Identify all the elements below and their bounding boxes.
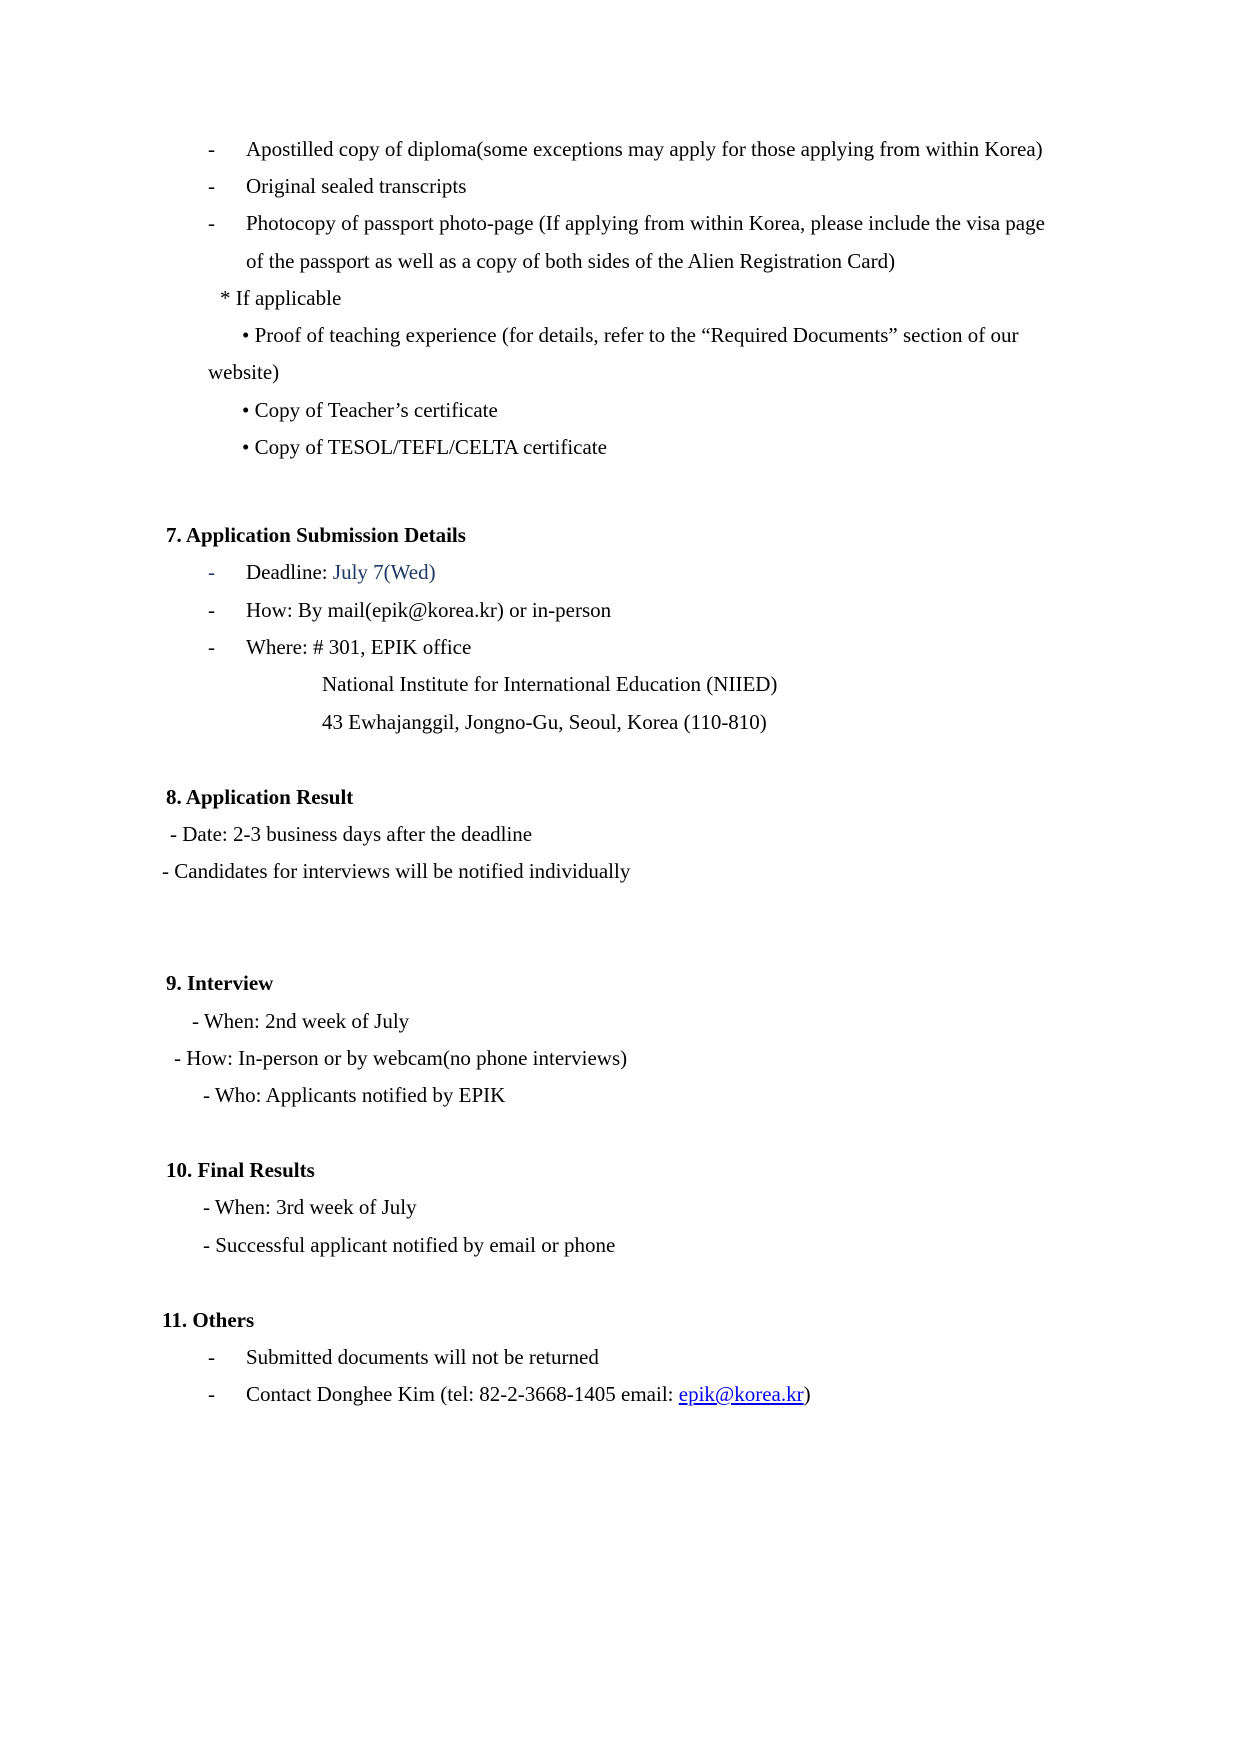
deadline-value: July 7(Wed) xyxy=(332,560,436,584)
section9-heading: 9. Interview xyxy=(166,971,274,995)
optional-item-experience-continuation: website) xyxy=(208,360,280,384)
optional-item-tesol-cert: • Copy of TESOL/TEFL/CELTA certificate xyxy=(242,435,607,459)
bullet-dash: - xyxy=(208,560,215,584)
optional-item-experience: • Proof of teaching experience (for details, refer to the “Required Documents” section of our xyxy=(242,323,1019,347)
doc-item-text: Original sealed transcripts xyxy=(246,174,467,198)
section8-candidates: - Candidates for interviews will be notified individually xyxy=(162,859,631,883)
address-line-1: National Institute for International Education (NIIED) xyxy=(322,672,778,696)
doc-item-text: Apostilled copy of diploma(some exceptions may apply for those applying from within Korea) xyxy=(246,137,1043,161)
contact-prefix: Contact Donghee Kim (tel: 82-2-3668-1405 email: xyxy=(246,1382,679,1406)
doc-item-passport-continuation: of the passport as well as a copy of both sides of the Alien Registration Card) xyxy=(246,249,896,273)
section10-notify: - Successful applicant notified by email or phone xyxy=(203,1233,616,1257)
bullet-dash: - xyxy=(208,635,215,659)
section9-how: - How: In-person or by webcam(no phone interviews) xyxy=(174,1046,628,1070)
bullet-dash: - xyxy=(208,1382,215,1406)
if-applicable-label: * If applicable xyxy=(220,286,342,310)
contact-suffix: ) xyxy=(803,1382,811,1406)
bullet-dash: - xyxy=(208,137,215,161)
section9-who: - Who: Applicants notified by EPIK xyxy=(203,1083,506,1107)
section10-heading: 10. Final Results xyxy=(166,1158,315,1182)
address-line-2: 43 Ewhajanggil, Jongno-Gu, Seoul, Korea (110-810) xyxy=(322,710,767,734)
section8-heading: 8. Application Result xyxy=(166,785,354,809)
optional-item-teacher-cert: • Copy of Teacher’s certificate xyxy=(242,398,498,422)
deadline-label: Deadline: xyxy=(246,560,333,584)
returned-text: Submitted documents will not be returned xyxy=(246,1345,599,1369)
bullet-dash: - xyxy=(208,211,215,235)
bullet-dash: - xyxy=(208,174,215,198)
section7-heading: 7. Application Submission Details xyxy=(166,523,466,547)
section8-date: - Date: 2-3 business days after the deadline xyxy=(170,822,533,846)
section11-heading: 11. Others xyxy=(162,1308,255,1332)
how-text: How: By mail(epik@korea.kr) or in-person xyxy=(246,598,612,622)
where-text: Where: # 301, EPIK office xyxy=(246,635,472,659)
section10-when: - When: 3rd week of July xyxy=(203,1195,417,1219)
doc-item-text: Photocopy of passport photo-page (If applying from within Korea, please include the visa page xyxy=(246,211,1045,235)
contact-text xyxy=(246,1381,811,1407)
contact-email-link[interactable]: epik@korea.kr xyxy=(678,1382,804,1406)
section9-when: - When: 2nd week of July xyxy=(192,1009,410,1033)
bullet-dash: - xyxy=(208,598,215,622)
deadline-text xyxy=(246,559,436,585)
bullet-dash: - xyxy=(208,1345,215,1369)
